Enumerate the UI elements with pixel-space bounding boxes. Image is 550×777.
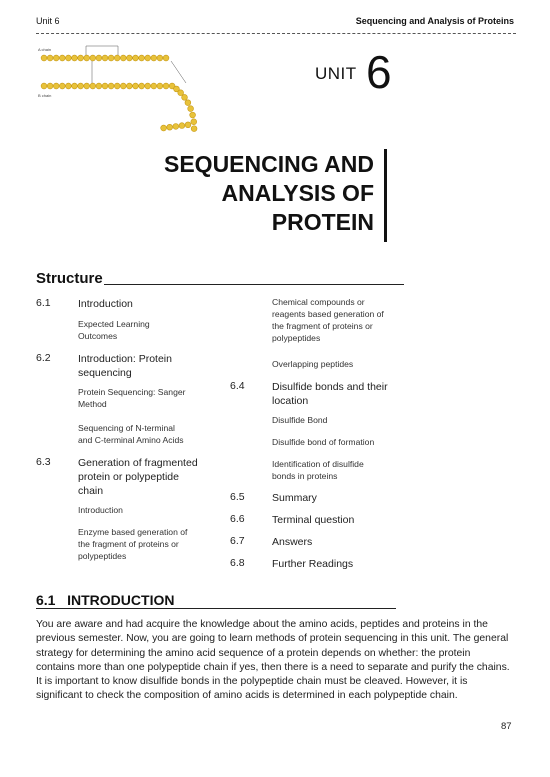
toc-6-3-number: 6.3 xyxy=(36,456,51,468)
amino-acid-bead xyxy=(90,55,96,61)
toc-6-2-terminal-amino-acids: Sequencing of N-terminal and C-terminal Amino Acids xyxy=(78,423,184,445)
amino-acid-bead xyxy=(102,83,108,89)
amino-acid-bead xyxy=(78,83,84,89)
toc-6-2-number: 6.2 xyxy=(36,352,51,364)
amino-acid-bead xyxy=(108,83,114,89)
amino-acid-bead xyxy=(190,112,196,118)
toc-6-7-number: 6.7 xyxy=(230,535,245,547)
toc-chemical-reagents: Chemical compounds or reagents based generation of the fragment of proteins or polypeptides xyxy=(272,297,384,343)
chain-a-label: A chain xyxy=(38,47,52,52)
amino-acid-bead xyxy=(96,55,102,61)
toc-6-1-number: 6.1 xyxy=(36,297,51,309)
amino-acid-bead xyxy=(161,125,167,131)
amino-acid-beads xyxy=(41,55,197,131)
toc-6-3-title: Generation of fragmented protein or polypeptide chain xyxy=(78,457,198,497)
toc-6-4-title: Disulfide bonds and their location xyxy=(272,381,388,407)
amino-acid-bead xyxy=(157,55,163,61)
unit-word: UNIT xyxy=(315,64,357,83)
amino-acid-bead xyxy=(47,83,53,89)
amino-acid-bead xyxy=(114,83,120,89)
amino-acid-bead xyxy=(179,123,185,129)
toc-6-2-sanger: Protein Sequencing: Sanger Method xyxy=(78,387,186,409)
toc-overlapping-peptides: Overlapping peptides xyxy=(272,359,354,369)
unit-title xyxy=(164,150,374,237)
running-header-unit: Unit 6 xyxy=(36,16,60,26)
amino-acid-bead xyxy=(127,55,133,61)
amino-acid-bead xyxy=(139,55,145,61)
amino-acid-bead xyxy=(167,124,173,130)
chain-b-label: B chain xyxy=(38,93,52,98)
amino-acid-bead xyxy=(133,83,139,89)
section-rule xyxy=(36,608,396,609)
section-6-1-heading: 6.1 INTRODUCTION xyxy=(36,592,175,608)
amino-acid-bead xyxy=(188,106,194,112)
page-number: 87 xyxy=(501,721,512,732)
amino-acid-bead xyxy=(66,83,72,89)
amino-acid-bead xyxy=(133,55,139,61)
toc-6-8-title: Further Readings xyxy=(272,558,354,570)
amino-acid-bead xyxy=(59,55,65,61)
amino-acid-bead xyxy=(157,83,163,89)
toc-6-6-title: Terminal question xyxy=(272,514,355,526)
toc-6-4-number: 6.4 xyxy=(230,380,245,392)
toc-6-8-number: 6.8 xyxy=(230,557,245,569)
amino-acid-bead xyxy=(151,55,157,61)
amino-acid-bead xyxy=(145,55,151,61)
amino-acid-bead xyxy=(84,83,90,89)
toc-6-2-title: Introduction: Protein sequencing xyxy=(78,353,172,379)
amino-acid-bead xyxy=(41,83,47,89)
amino-acid-bead xyxy=(185,122,191,128)
amino-acid-bead xyxy=(78,55,84,61)
amino-acid-bead xyxy=(151,83,157,89)
amino-acid-bead xyxy=(108,55,114,61)
amino-acid-bead xyxy=(173,124,179,130)
amino-acid-bead xyxy=(139,83,145,89)
amino-acid-bead xyxy=(53,83,59,89)
toc-6-3-introduction: Introduction xyxy=(78,505,123,515)
section-6-1-paragraph: You are aware and had acquire the knowledge about the amino acids, peptides and proteins in the previous semester. Now, you are going to learn methods of protein sequencing in this unit. The general strategy for determining the amino acid sequence of a protein depends on whether: the protein contains more than one polypeptide chain if yes, then there is a need to separate and purify the chains. It is important to know disulfide bonds in the polypeptide chain must be cleaved. However, it is significant to check the composition of amino acids is determined in each polypeptide chain. xyxy=(36,619,510,702)
amino-acid-bead xyxy=(90,83,96,89)
title-accent-bar xyxy=(384,149,387,242)
amino-acid-bead xyxy=(72,83,78,89)
unit-title-line-1: SEQUENCING AND xyxy=(164,151,374,177)
amino-acid-bead xyxy=(163,55,169,61)
toc-6-3-enzyme-based: Enzyme based generation of the fragment of proteins or polypeptides xyxy=(78,527,188,561)
amino-acid-bead xyxy=(120,83,126,89)
toc-disulfide-identification: Identification of disulfide bonds in proteins xyxy=(272,459,364,481)
amino-acid-bead xyxy=(191,126,197,132)
toc-disulfide-bond: Disulfide Bond xyxy=(272,415,328,425)
unit-title-line-2: ANALYSIS OF xyxy=(221,180,374,206)
amino-acid-bead xyxy=(96,83,102,89)
amino-acid-bead xyxy=(47,55,53,61)
amino-acid-bead xyxy=(66,55,72,61)
running-header-title: Sequencing and Analysis of Proteins xyxy=(355,16,514,26)
disulfide-bond-line xyxy=(171,61,186,83)
amino-acid-bead xyxy=(145,83,151,89)
insulin-chain-figure xyxy=(36,38,236,138)
unit-number: 6 xyxy=(366,46,392,98)
toc-6-1-title: Introduction xyxy=(78,298,133,310)
structure-heading: Structure xyxy=(36,270,103,287)
amino-acid-bead xyxy=(84,55,90,61)
toc-6-5-number: 6.5 xyxy=(230,491,245,503)
header-divider xyxy=(36,33,516,34)
amino-acid-bead xyxy=(185,100,191,106)
amino-acid-bead xyxy=(59,83,65,89)
amino-acid-bead xyxy=(191,119,197,125)
structure-rule xyxy=(104,284,404,285)
amino-acid-bead xyxy=(41,55,47,61)
amino-acid-bead xyxy=(127,83,133,89)
amino-acid-bead xyxy=(114,55,120,61)
amino-acid-bead xyxy=(182,94,188,100)
disulfide-bond-lines xyxy=(86,46,186,83)
amino-acid-bead xyxy=(53,55,59,61)
amino-acid-bead xyxy=(163,83,169,89)
unit-title-line-3: PROTEIN xyxy=(271,209,374,235)
toc-6-5-title: Summary xyxy=(272,492,317,504)
amino-acid-bead xyxy=(102,55,108,61)
toc-6-6-number: 6.6 xyxy=(230,513,245,525)
amino-acid-bead xyxy=(120,55,126,61)
toc-disulfide-formation: Disulfide bond of formation xyxy=(272,437,375,447)
toc-6-7-title: Answers xyxy=(272,536,313,548)
toc-6-1-expected-outcomes: Expected Learning Outcomes xyxy=(78,319,150,341)
amino-acid-bead xyxy=(72,55,78,61)
